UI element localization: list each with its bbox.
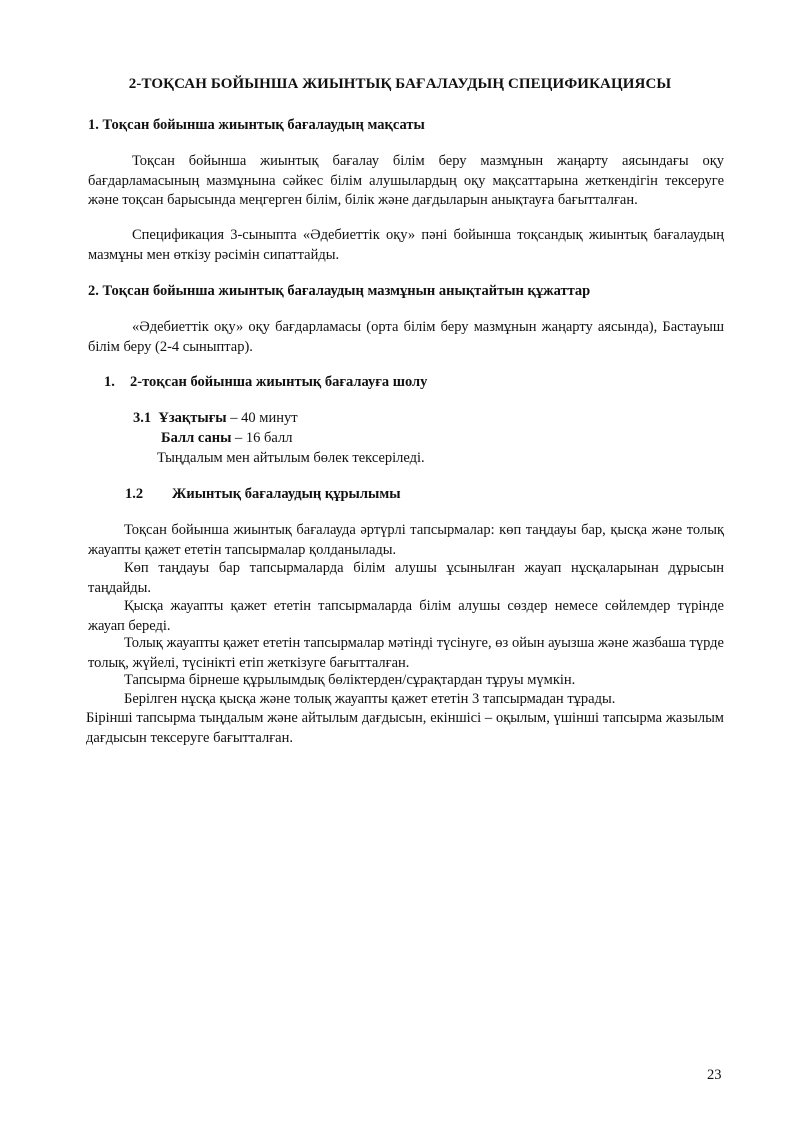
section2-heading: 2. Тоқсан бойынша жиынтық бағалаудың мазмұнын анықтайтын құжаттар [88,283,591,299]
duration-line [133,410,298,427]
score-line [161,430,292,447]
section4-paragraph-2: Көп таңдауы бар тапсырмаларда білім алушы ұсынылған жауап нұсқаларынан дұрысын таңдайды. [88,560,724,596]
item-number: 3.1 [133,410,152,426]
section1-heading: 1. Тоқсан бойынша жиынтық бағалаудың мақсаты [88,117,425,133]
section4-paragraph-6: Берілген нұсқа қысқа және толық жауапты қажет ететін 3 тапсырмадан тұрады. [124,691,616,707]
section4-paragraph-3: Қысқа жауапты қажет ететін тапсырмаларда білім алушы сөздер немесе сөйлемдер түрінде жауап береді. [88,598,724,634]
section4-number: 1.2 [125,486,144,502]
score-value: – 16 балл [231,430,293,446]
section1-paragraph-1: Тоқсан бойынша жиынтық бағалау білім беру мазмұнын жаңарту аясындағы оқу бағдарламасының мазмұнына сәйкес білім алушылардың оқу мақсаттарына жеткендігін тексеруге және тоқсан барысында меңгерген білім, білік және дағдыларын анықтауға бағытталған. [88,153,724,208]
section1-paragraph-2: Спецификация 3-сыныпта «Әдебиеттік оқу» пәні бойынша тоқсандық жиынтық бағалаудың мазмұны мен өткізу рәсімін сипаттайды. [88,227,724,263]
page-number: 23 [707,1067,722,1083]
section4-paragraph-1: Тоқсан бойынша жиынтық бағалауда әртүрлі тапсырмалар: көп таңдауы бар, қысқа және толық жауапты қажет ететін тапсырмалар қолданылады. [88,522,724,558]
duration-label: Ұзақтығы [158,410,227,426]
section3-number: 1. [104,374,115,390]
page-title: 2-ТОҚСАН БОЙЫНША ЖИЫНТЫҚ БАҒАЛАУДЫҢ СПЕЦИФИКАЦИЯСЫ [128,76,672,92]
duration-value: – 40 минут [226,410,298,426]
section4-paragraph-5: Тапсырма бірнеше құрылымдық бөліктерден/сұрақтардан тұруы мүмкін. [124,672,576,688]
score-label: Балл саны [161,430,232,446]
section3-heading: 2-тоқсан бойынша жиынтық бағалауға шолу [130,374,428,390]
assessment-note: Тыңдалым мен айтылым бөлек тексеріледі. [157,450,425,466]
section2-paragraph: «Әдебиеттік оқу» оқу бағдарламасы (орта білім беру мазмұнын жаңарту аясында), Бастауыш білім беру (2-4 сыныптар). [88,319,724,355]
section4-heading: Жиынтық бағалаудың құрылымы [172,486,401,502]
section4-paragraph-7: Бірінші тапсырма тыңдалым және айтылым дағдысын, екіншісі – оқылым, үшінші тапсырма жазылым дағдысын тексеруге бағытталған. [86,710,724,746]
section4-paragraph-4: Толық жауапты қажет ететін тапсырмалар мәтінді түсінуге, өз ойын ауызша және жазбаша түрде толық, жүйелі, түсінікті етіп жеткізуге бағытталған. [88,635,724,671]
